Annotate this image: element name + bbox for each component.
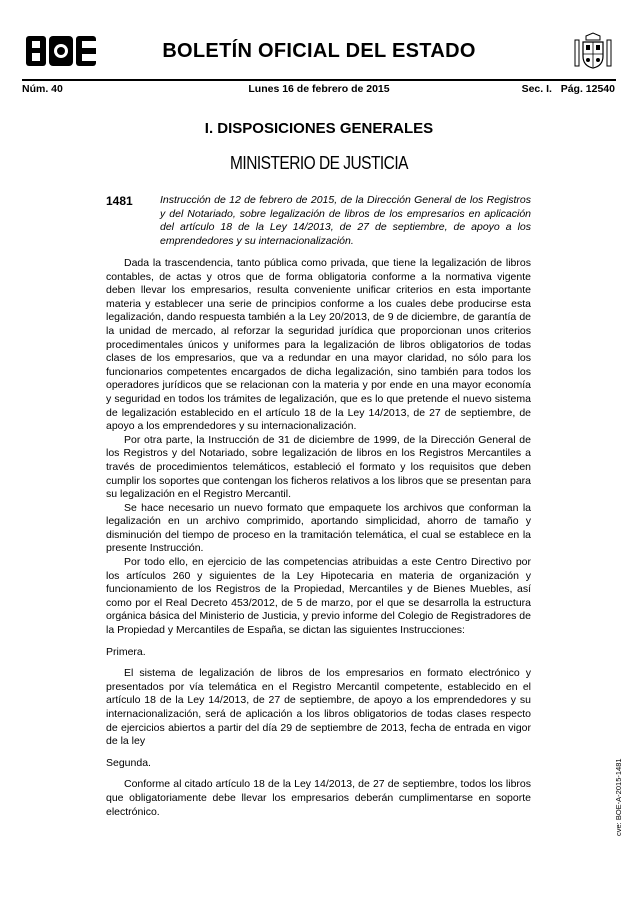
- heading-segunda: Segunda.: [106, 756, 151, 769]
- ministry-title: MINISTERIO DE JUSTICIA: [230, 153, 408, 173]
- document-number: 1481: [106, 194, 133, 208]
- header-rule: [22, 79, 616, 81]
- document-lead: Instrucción de 12 de febrero de 2015, de la Dirección General de los Registros y del Notariado, sobre legalización de libros de los empresarios en aplicación del artículo 18 de la Ley 14/2013, de 27 de septiembre, de apoyo a los emprendedores y su internacionalización.: [160, 194, 531, 247]
- coat-of-arms-icon: [573, 32, 613, 72]
- gazette-title: BOLETÍN OFICIAL DEL ESTADO: [162, 40, 476, 62]
- paragraph: El sistema de legalización de libros de los empresarios en formato electrónico y presentados por vía telemática en el Registro Mercantil competente, establecido en el artículo 18 de la Ley 14/2013, de 27 de septiembre, de apoyo a los emprendedores y su internacionalización, será de aplicación a los libros obligatorios de todas clases respecto de ejercicios abiertos a partir del día 29 de septiembre de 2013, fecha de entrada en vigor de la ley: [106, 667, 531, 748]
- paragraph: Se hace necesario un nuevo formato que empaquete los archivos que conforman la legalización en un archivo comprimido, aportando simplicidad, ahorro de tamaño y disminución del tiempo de proceso en la tramitación telemática, el cual se establece en la presente Instrucción.: [106, 501, 531, 555]
- heading-primera: Primera.: [106, 645, 146, 658]
- section-title: I. DISPOSICIONES GENERALES: [204, 120, 434, 137]
- document-body: [106, 257, 531, 819]
- issue-date: Lunes 16 de febrero de 2015: [248, 83, 390, 95]
- issue-number: Núm. 40: [22, 83, 63, 95]
- section-page: Sec. I. Pág. 12540: [521, 83, 615, 95]
- paragraph: Por otra parte, la Instrucción de 31 de diciembre de 1999, de la Dirección General de los Registros y del Notariado, sobre legalización de libros en los Registros Mercantiles a través de procedimientos telemáticos, estableció el formato y los requisitos que deben cumplir los soportes que contengan los ficheros relativos a los libros que se presentan para su legalización en el Registro Mercantil.: [106, 433, 531, 501]
- paragraph: Por todo ello, en ejercicio de las competencias atribuidas a este Centro Directivo por los artículos 260 y siguientes de la Ley Hipotecaria en materia de organización y funcionamiento de los Registros de la Propiedad, Mercantiles y de Bienes Muebles, así como por el Real Decreto 453/2012, de 5 de marzo, por el que se desarrolla la estructura orgánica básica del Ministerio de Justicia, y previo informe del Colegio de Registradores de la Propiedad y Mercantiles de España, se dictan las siguientes Instrucciones:: [106, 556, 531, 637]
- paragraph: Conforme al citado artículo 18 de la Ley 14/2013, de 27 de septiembre, todos los libros que obligatoriamente debe llevar los empresarios deberán cumplimentarse en soporte electrónico.: [106, 778, 531, 818]
- cve-code: cve: BOE-A-2015-1481: [614, 758, 623, 836]
- paragraph: Dada la trascendencia, tanto pública como privada, que tiene la legalización de libros contables, de actas y otros que de forma obligatoria conforme a la normativa vigente deben llevar los empresarios, resulta conveniente unificar criterios en esta importante materia y establecer una serie de principios conforme a los cuales debe producirse esta legalización, dando respuesta también a la Ley 20/2013, de 9 de diciembre, de garantía de la unidad de mercado, al reforzar la seguridad jurídica que proporcionan unos criterios procedimentales únicos y uniformes para la legalización de libros obligatorios de todas clases de los empresarios, que va a redundar en una mayor claridad, no sólo para los funcionarios competentes encargados de dicha legalización, sino también para todos los operadores jurídicos que se relacionan con la materia y por ende en una mayor economía y seguridad en todos los trámites de legalización, que es lo que pretende el nuevo sistema de legalización establecido en el artículo 18 de la Ley 14/2013, de 27 de septiembre, de apoyo a los emprendedores y su internacionalización.: [106, 257, 531, 433]
